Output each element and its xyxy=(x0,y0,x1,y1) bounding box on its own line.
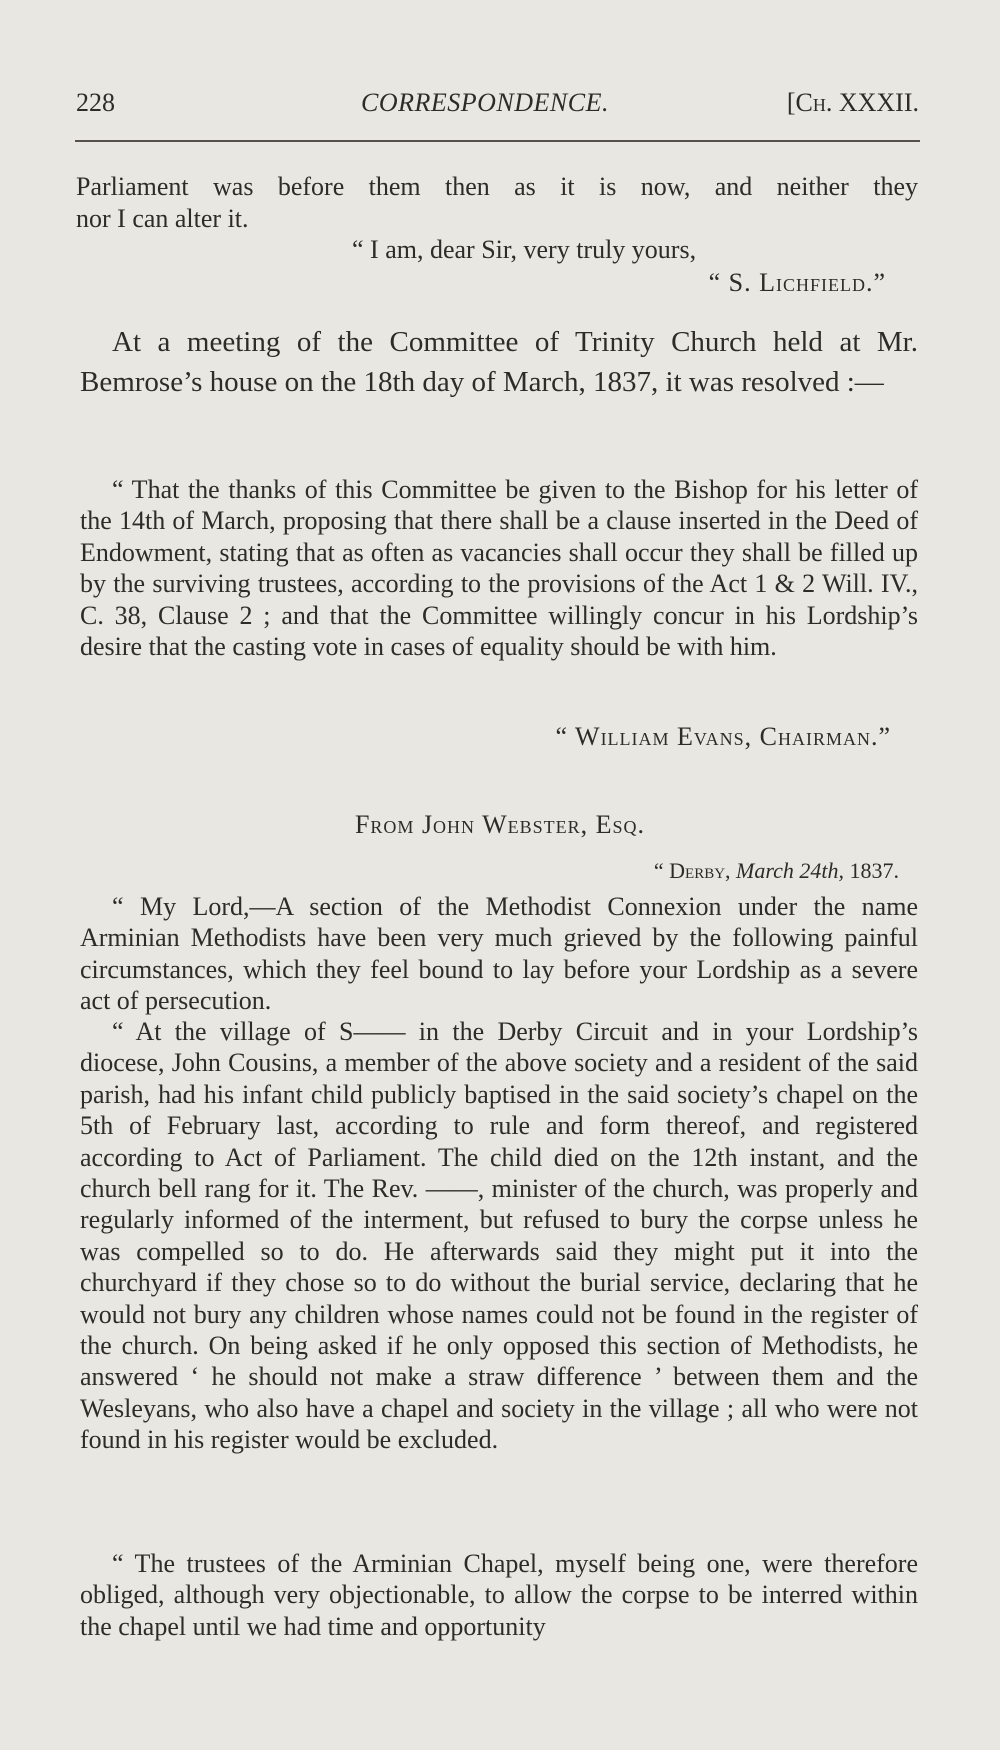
dateline-place: “ Derby, xyxy=(653,858,731,883)
dateline-year: 1837. xyxy=(849,858,899,883)
letter-end-line-2: nor I can alter it. xyxy=(76,204,249,233)
webster-paragraph-2: “ At the village of S—— in the Derby Circuit and in your Lordship’s diocese, John Cousins, a member of the above society and a resident of the said parish, had his infant child publicly baptised in the said society’s chapel on the 5th of February last, according to rule and form thereof, and registered according to Act of Parliament. The child died on the 12th instant, and the church bell rang for it. The Rev. ——, minister of the church, was properly and regularly informed of the interment, but refused to bury the corpse unless he was compelled so to do. He afterwards said they might put it into the churchyard if they chose so to do without the burial service, declaring that he would not bury any children whose names could not be found in the register of the church. On being asked if he only opposed this section of Methodists, he answered ‘ he should not make a straw difference ’ between them and the Wesleyans, who also have a chapel and society in the village ; all who were not found in his register would be excluded. xyxy=(80,1017,918,1455)
letter-end-line-1: Parliament was before them then as it is now, and neither they xyxy=(76,172,918,201)
letter-signature: “ S. Lichfield.” xyxy=(708,268,886,297)
running-title: CORRESPONDENCE. xyxy=(361,88,609,117)
letter-heading: From John Webster, Esq. xyxy=(354,810,646,839)
meeting-paragraph: At a meeting of the Committee of Trinity Church held at Mr. Bemrose’s house on the 18th day of March, 1837, it was resolved :— xyxy=(80,326,918,398)
resolution-signature: “ William Evans, Chairman.” xyxy=(555,722,891,751)
webster-paragraph-1: “ My Lord,—A section of the Methodist Connexion under the name Arminian Methodists have been very much grieved by the following painful circumstances, which they feel bound to lay before your Lordship as a severe act of persecution. xyxy=(80,892,918,1016)
page-number: 228 xyxy=(76,88,115,117)
chapter-label: [Ch. XXXII. xyxy=(786,88,919,117)
dateline-date: March 24th, xyxy=(736,858,844,883)
resolution-paragraph: “ That the thanks of this Committee be given to the Bishop for his letter of the 14th of March, proposing that there shall be a clause inserted in the Deed of Endowment, stating that as often as vacancies shall occur they shall be filled up by the surviving trustees, according to the provisions of the Act 1 & 2 Will. IV., C. 38, Clause 2 ; and that the Committee willingly concur in his Lordship’s desire that the casting vote in cases of equality should be with him. xyxy=(80,475,918,662)
header-rule xyxy=(75,140,920,142)
webster-paragraph-3: “ The trustees of the Arminian Chapel, myself being one, were therefore obliged, although very objectionable, to allow the corpse to be interred within the chapel until we had time and opportunity xyxy=(80,1549,918,1641)
dateline xyxy=(0,858,899,884)
letter-closing: “ I am, dear Sir, very truly yours, xyxy=(352,235,697,264)
